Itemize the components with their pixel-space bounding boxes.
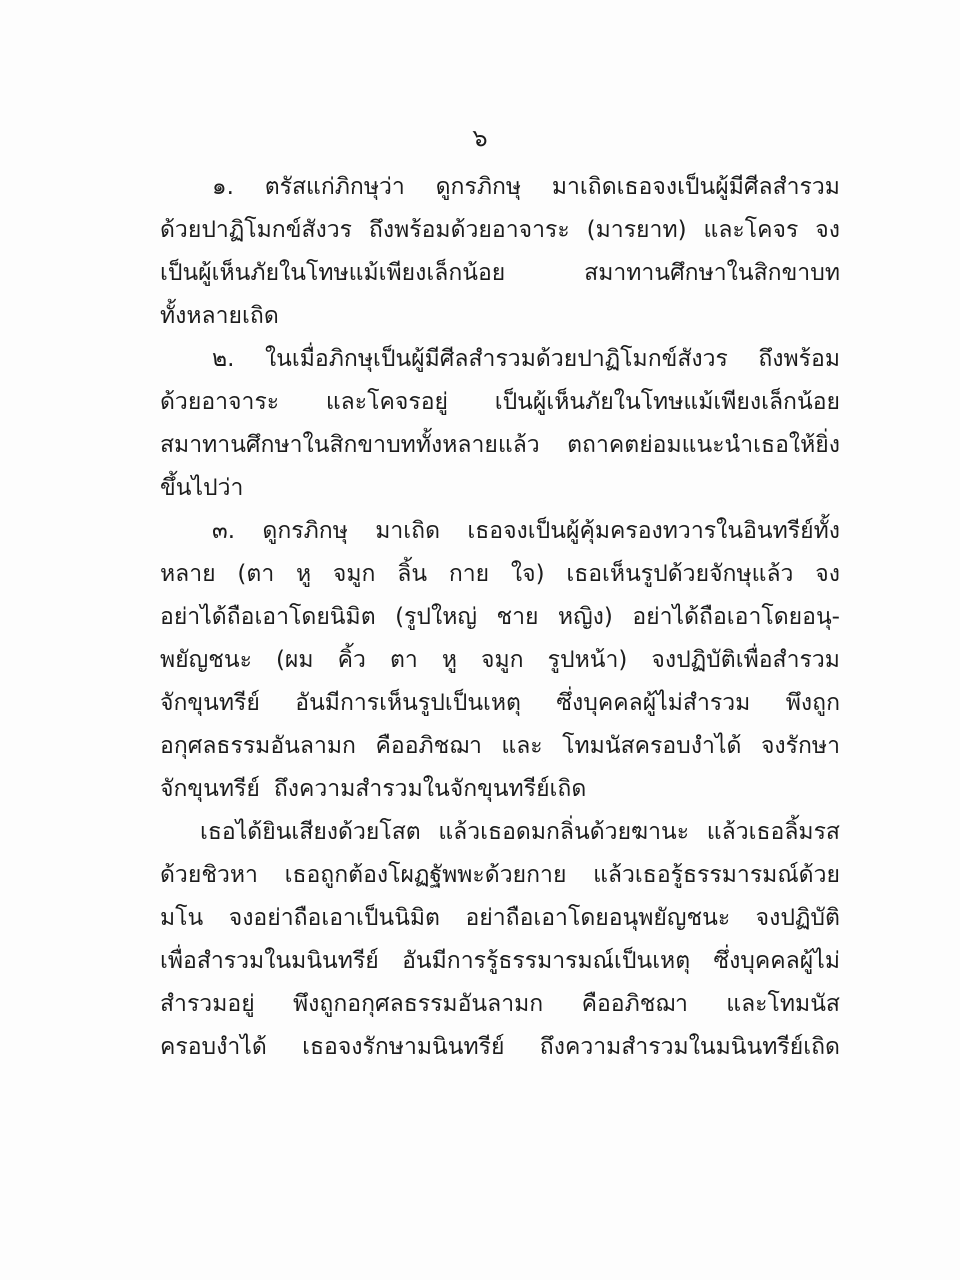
text-segment: มาเถิดเธอจงเป็นผู้มีศีลสำรวม <box>551 174 840 200</box>
text-segment: ชาย <box>496 604 539 630</box>
text-segment: อย่าได้ถือเอาโดยนิมิต <box>160 604 376 630</box>
text-segment: มโน <box>160 905 204 931</box>
text-segment: เธอได้ยินเสียงด้วยโสต <box>200 819 421 845</box>
text-segment: ในเมื่อภิกษุเป็นผู้มีศีลสำรวมด้วยปาฏิโมกข์สังวร <box>264 346 728 372</box>
text-segment: จมูก <box>332 561 376 587</box>
paragraph-4-line-4 <box>160 944 840 978</box>
text-segment: ด้วยชิวหา <box>160 862 258 888</box>
paragraph-4-line-5 <box>160 987 840 1021</box>
paragraph-1-line-3 <box>160 256 840 290</box>
text-segment: (ผม <box>275 647 314 673</box>
text-segment: อกุศลธรรมอันลามก <box>160 733 356 759</box>
text-segment: รูปหน้า) <box>547 647 628 673</box>
text-segment: พยัญชนะ <box>160 647 252 673</box>
text-segment: พึงถูกอกุศลธรรมอันลามก <box>293 991 544 1017</box>
text-segment: อย่าถือเอาโดยอนุพยัญชนะ <box>465 905 731 931</box>
text-segment: ๑. <box>212 174 234 200</box>
text-segment: จักขุนทรีย์ <box>160 776 260 802</box>
text-segment: หญิง) <box>557 604 613 630</box>
text-segment: เธอถูกต้องโผฏฐัพพะด้วยกาย <box>284 862 567 888</box>
text-segment: สมาทานศึกษาในสิกขาบท <box>584 260 840 286</box>
paragraph-1-line-4 <box>160 299 840 333</box>
text-segment: หู <box>295 561 312 587</box>
text-segment: สมาทานศึกษาในสิกขาบททั้งหลายแล้ว <box>160 432 540 458</box>
text-segment: จง <box>815 561 840 587</box>
text-segment: ทั้งหลายเถิด <box>160 303 279 329</box>
text-segment: หู <box>441 647 458 673</box>
paragraph-4-line-6 <box>160 1030 840 1064</box>
text-segment: มาเถิด <box>375 518 441 544</box>
text-segment: เป็นผู้เห็นภัยในโทษแม้เพียงเล็กน้อย <box>160 260 506 286</box>
text-segment: และโคจรอยู่ <box>325 389 448 415</box>
text-segment: คืออภิชฌา <box>581 991 688 1017</box>
paragraph-1-line-2 <box>160 213 840 247</box>
text-segment: ถึงพร้อมด้วยอาจาระ <box>368 217 570 243</box>
text-segment: จักขุนทรีย์ <box>160 690 260 716</box>
text-segment: ๓. <box>212 518 236 544</box>
text-segment: (มารยาท) <box>586 217 687 243</box>
paragraph-1-line-1 <box>212 170 840 204</box>
text-segment: และ <box>501 733 543 759</box>
text-segment: ดูกรภิกษุ <box>435 174 522 200</box>
text-segment: ดูกรภิกษุ <box>262 518 348 544</box>
text-segment: โทมนัสครอบงำได้ <box>562 733 742 759</box>
text-segment: สำรวมอยู่ <box>160 991 255 1017</box>
text-segment: และโคจร <box>703 217 799 243</box>
paragraph-3-line-2 <box>160 557 840 591</box>
paragraph-3-line-5 <box>160 686 840 720</box>
text-segment: เพื่อสำรวมในมนินทรีย์ <box>160 948 379 974</box>
text-segment: เธอจงรักษามนินทรีย์ <box>302 1034 505 1060</box>
text-segment: แล้วเธอลิ้มรส <box>706 819 840 845</box>
text-segment: ด้วยปาฏิโมกข์สังวร <box>160 217 352 243</box>
text-segment: อันมีการรู้ธรรมารมณ์เป็นเหตุ <box>402 948 691 974</box>
text-segment: จง <box>815 217 840 243</box>
text-segment: เป็นผู้เห็นภัยในโทษแม้เพียงเล็กน้อย <box>494 389 840 415</box>
text-segment: ครอบงำได้ <box>160 1034 267 1060</box>
paragraph-3-line-7 <box>160 772 840 806</box>
text-segment: (ตา <box>237 561 275 587</box>
paragraph-2-line-3 <box>160 428 840 462</box>
text-segment: จงปฏิบัติ <box>755 905 840 931</box>
text-segment: พึงถูก <box>785 690 840 716</box>
paragraph-3-line-6 <box>160 729 840 763</box>
text-segment: ถึงความสำรวมในจักขุนทรีย์เถิด <box>273 776 587 802</box>
text-segment: จงรักษา <box>760 733 840 759</box>
text-segment: ซึ่งบุคคลผู้ไม่ <box>713 948 840 974</box>
text-segment: ๒. <box>212 346 235 372</box>
text-segment: อันมีการเห็นรูปเป็นเหตุ <box>295 690 521 716</box>
text-segment: ถึงพร้อม <box>758 346 840 372</box>
text-segment: แล้วเธอดมกลิ่นด้วยฆานะ <box>438 819 690 845</box>
paragraph-4-line-2 <box>160 858 840 892</box>
text-segment: คิ้ว <box>337 647 366 673</box>
paragraph-4-line-1 <box>200 815 840 849</box>
text-segment: จงอย่าถือเอาเป็นนิมิต <box>228 905 440 931</box>
text-segment: อย่าได้ถือเอาโดยอนุ- <box>632 604 840 630</box>
text-segment: ด้วยอาจาระ <box>160 389 280 415</box>
text-segment: และโทมนัส <box>726 991 840 1017</box>
text-segment: ถึงความสำรวมในมนินทรีย์เถิด <box>539 1034 840 1060</box>
paragraph-2-line-1 <box>212 342 840 376</box>
paragraph-4-line-3 <box>160 901 840 935</box>
text-segment: (รูปใหญ่ <box>395 604 477 630</box>
text-segment: หลาย <box>160 561 216 587</box>
paragraph-3-line-3 <box>160 600 840 634</box>
paragraph-2-line-4 <box>160 471 840 505</box>
text-segment: ตถาคตย่อมแนะนำเธอให้ยิ่ง <box>567 432 840 458</box>
text-segment: ตา <box>389 647 418 673</box>
text-segment: กาย <box>448 561 490 587</box>
text-segment: จงปฏิบัติเพื่อสำรวม <box>651 647 840 673</box>
text-segment: คืออภิชฌา <box>375 733 482 759</box>
paragraph-2-line-2 <box>160 385 840 419</box>
text-segment: แล้วเธอรู้ธรรมารมณ์ด้วย <box>593 862 840 888</box>
text-segment: ใจ) <box>510 561 545 587</box>
text-segment: จมูก <box>481 647 524 673</box>
text-segment: ลิ้น <box>397 561 428 587</box>
text-segment: เธอจงเป็นผู้คุ้มครองทวารในอินทรีย์ทั้ง <box>467 518 840 544</box>
paragraph-3-line-1 <box>212 514 840 548</box>
text-segment: ขึ้นไปว่า <box>160 475 244 501</box>
text-segment: ซึ่งบุคคลผู้ไม่สำรวม <box>556 690 751 716</box>
page-number: ๖ <box>472 124 488 152</box>
text-segment: เธอเห็นรูปด้วยจักษุแล้ว <box>566 561 794 587</box>
text-segment: ตรัสแก่ภิกษุว่า <box>264 174 405 200</box>
paragraph-3-line-4 <box>160 643 840 677</box>
